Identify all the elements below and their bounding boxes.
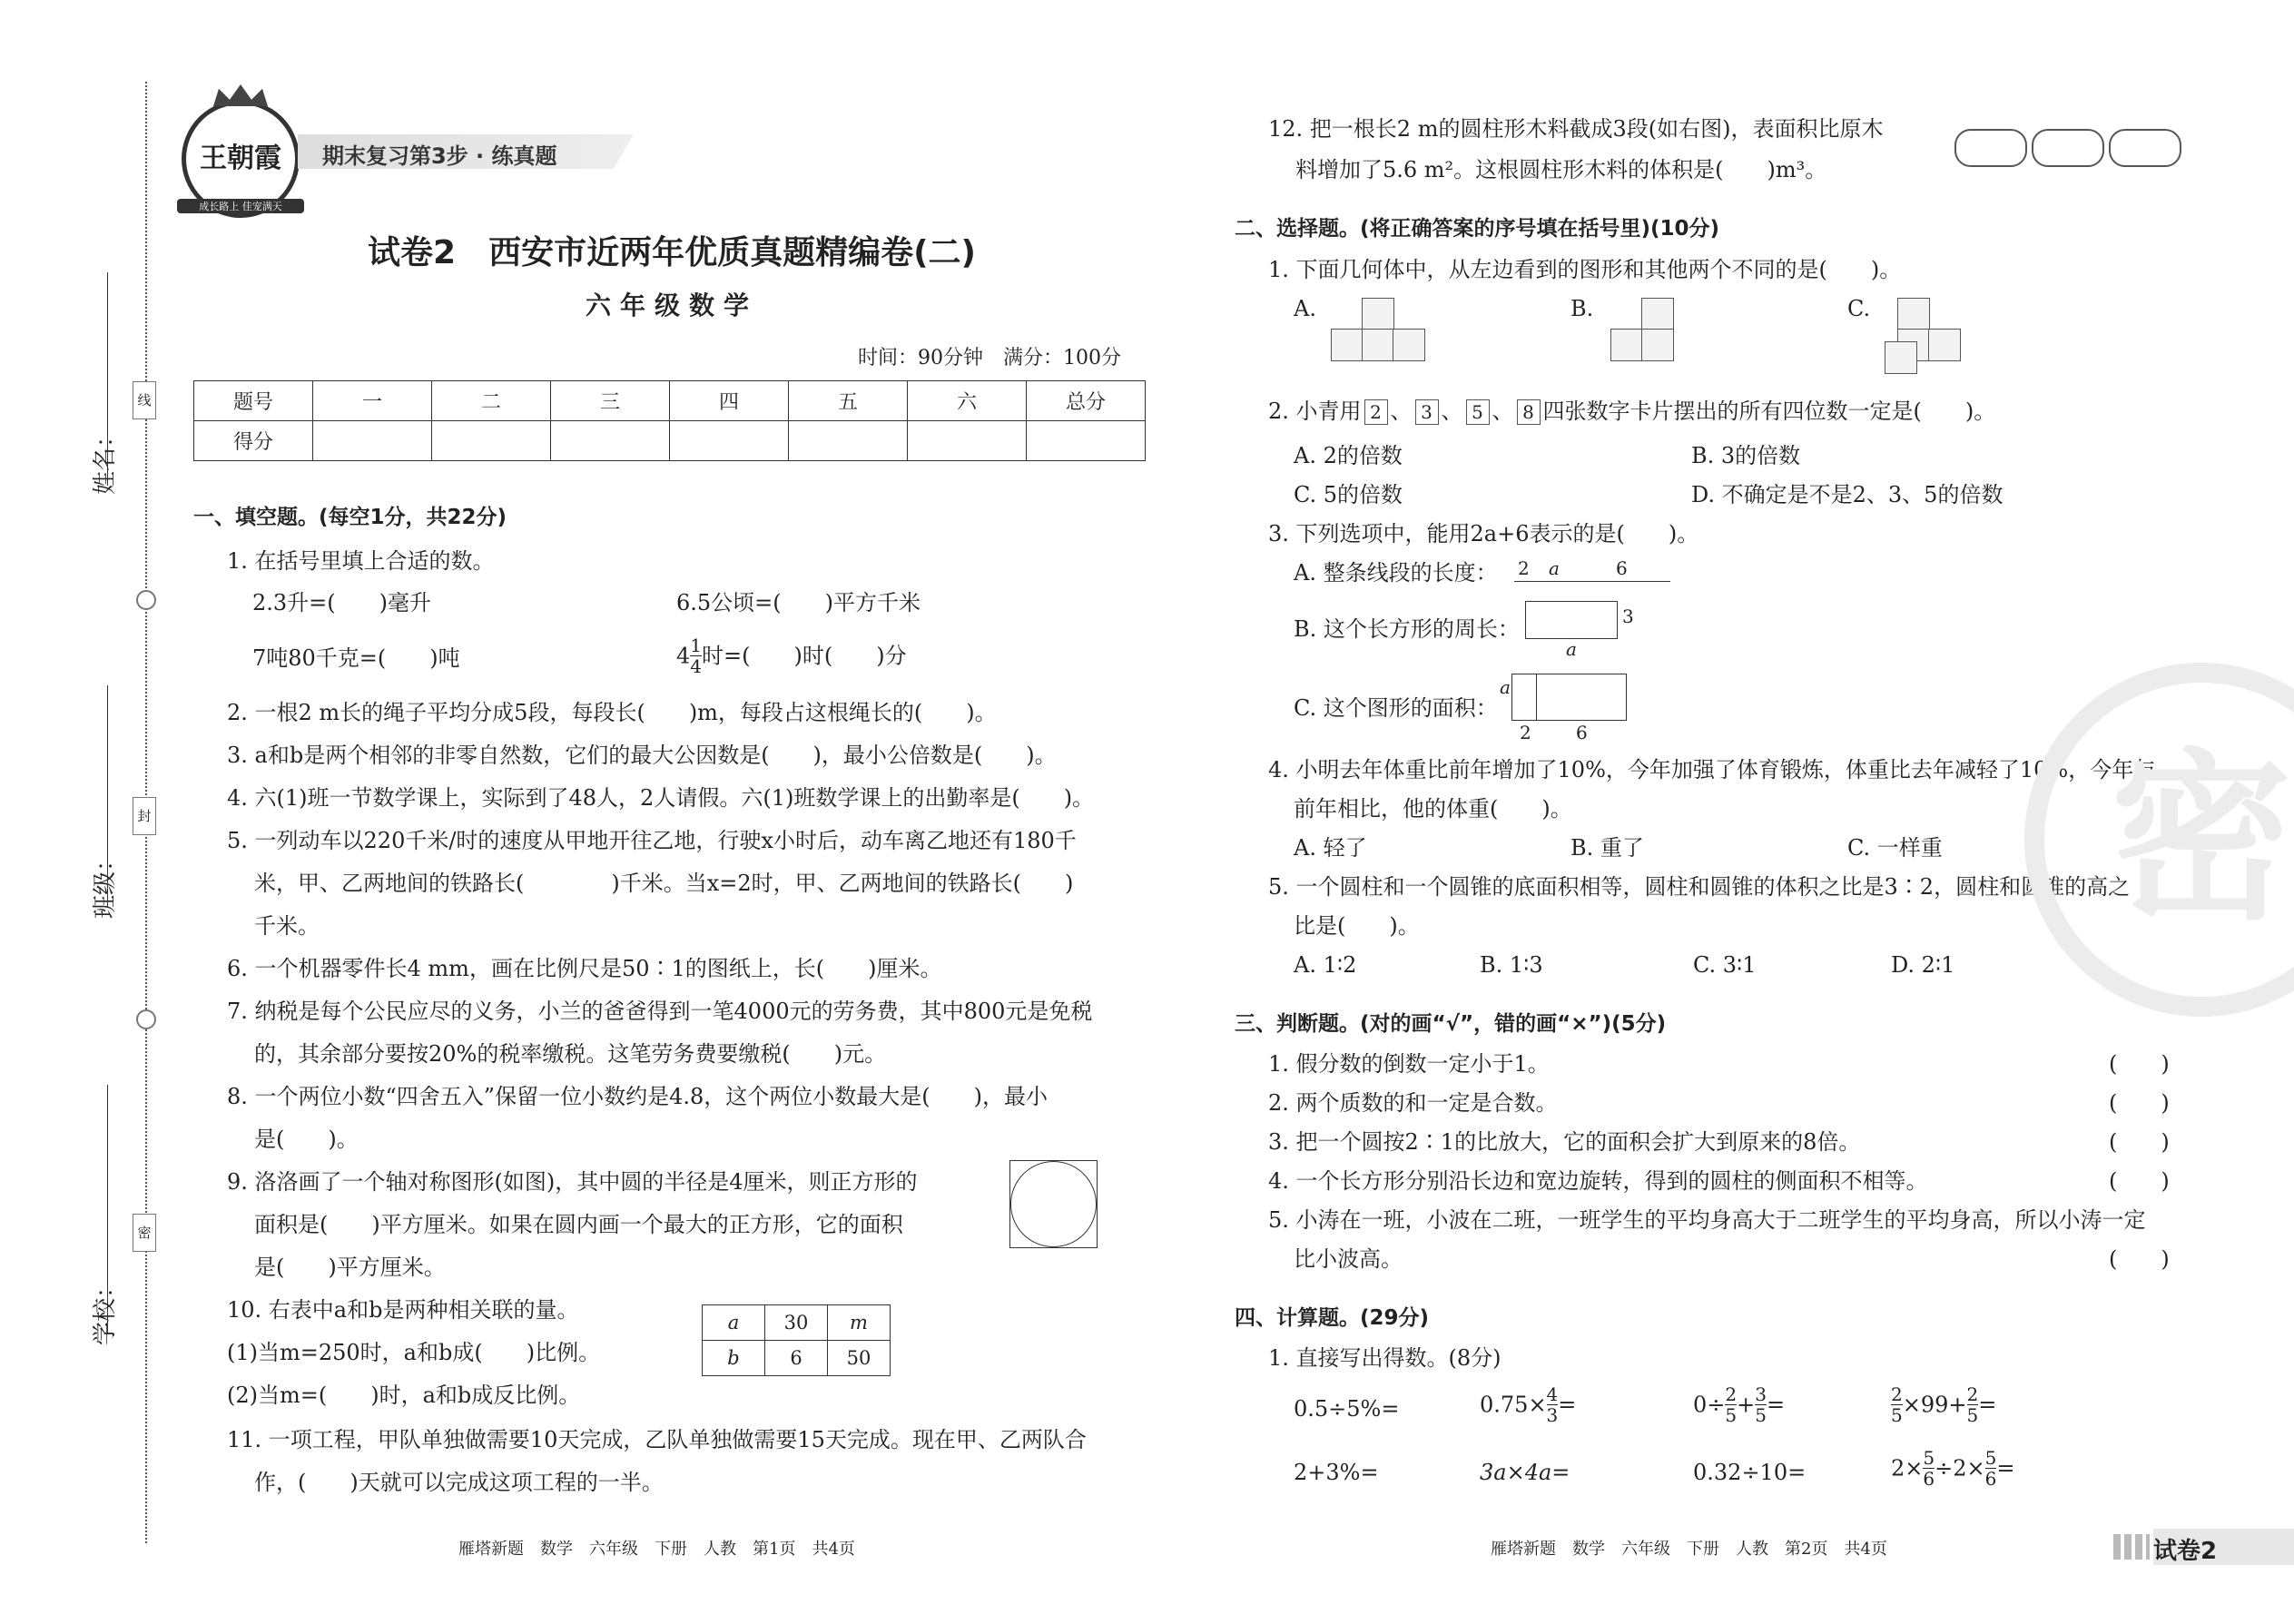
- fraction-numerator: 2: [1725, 1383, 1738, 1405]
- c3a-label: a: [1549, 557, 1560, 579]
- calc-text: 0÷: [1693, 1392, 1726, 1418]
- score-input[interactable]: [670, 421, 789, 461]
- c4-line2: 前年相比，他的体重( )。: [1294, 796, 1572, 822]
- calc-text: ×99+: [1902, 1392, 1967, 1418]
- q12-line2: 料增加了5.6 m²。这根圆柱形木料的体积是( )m³。: [1295, 157, 1827, 182]
- cube-icon: [1610, 329, 1643, 361]
- c3c-label: 6: [1576, 722, 1588, 743]
- fraction-numerator: 2: [1891, 1383, 1903, 1405]
- fraction-numerator: 3: [1755, 1383, 1767, 1405]
- score-cell: 一: [313, 381, 432, 421]
- c2-option-c[interactable]: C. 5的倍数: [1294, 482, 1403, 507]
- calc-r1b: [1480, 1384, 1576, 1425]
- paper-tab-label: 试卷2: [2153, 1538, 2218, 1565]
- c3c-label: 2: [1520, 722, 1531, 743]
- score-cell: 题号: [194, 381, 313, 421]
- q2: 2. 一根2 m长的绳子平均分成5段，每段长( )m，每段占这根绳长的( )。: [227, 700, 997, 725]
- cube-icon: [1331, 329, 1364, 361]
- answer-paren[interactable]: ( ): [2109, 1051, 2170, 1077]
- q3: 3. a和b是两个相邻的非零自然数，它们的最大公因数是( )，最小公倍数是( )。: [227, 743, 1057, 768]
- answer-paren[interactable]: ( ): [2109, 1168, 2170, 1194]
- logo-subtext: 成长路上 佳宠满天: [177, 199, 304, 213]
- q1d-denominator: 4: [690, 655, 703, 677]
- fraction-denominator: 5: [1725, 1404, 1738, 1426]
- fraction-numerator: 2: [1966, 1383, 1979, 1405]
- score-cell: 二: [432, 381, 551, 421]
- c1-option-a[interactable]: A.: [1294, 296, 1316, 321]
- time-info: 时间：90分钟 满分：100分: [858, 347, 1121, 369]
- fraction-denominator: 5: [1755, 1404, 1767, 1426]
- ab-cell: 30: [765, 1305, 828, 1341]
- q8-line1: 8. 一个两位小数“四舍五入”保留一位小数约是4.8，这个两位小数最大是( )，最小: [227, 1084, 1048, 1109]
- score-cell: 三: [551, 381, 670, 421]
- calc-r2a: 2+3%=: [1294, 1460, 1379, 1485]
- calc-text: =: [1996, 1455, 2015, 1481]
- c3: 3. 下列选项中，能用2a+6表示的是( )。: [1268, 521, 1699, 546]
- score-cell: 四: [670, 381, 789, 421]
- logo-crown-icon: [213, 84, 268, 106]
- c3c-divider: [1536, 674, 1537, 720]
- section-2-heading: 二、选择题。(将正确答案的序号填在括号里)(10分): [1235, 217, 1720, 241]
- c2-text-post: 四张数字卡片摆出的所有四位数一定是( )。: [1542, 399, 1996, 424]
- q10-part2: (2)当m=( )时，a和b成反比例。: [227, 1383, 581, 1408]
- c3a-label: 2: [1518, 557, 1530, 579]
- ab-cell: a: [703, 1305, 765, 1341]
- section-4-heading: 四、计算题。(29分): [1235, 1306, 1430, 1330]
- calc-text: =: [1766, 1392, 1786, 1418]
- fraction-denominator: 6: [1923, 1468, 1935, 1490]
- c5-option-b[interactable]: B. 1∶3: [1480, 952, 1543, 978]
- calc-r1d: [1891, 1384, 1996, 1425]
- c2-option-b[interactable]: B. 3的倍数: [1691, 443, 1801, 468]
- q1b: 6.5公顷=( )平方千米: [676, 590, 921, 615]
- logo-text: 王朝霞: [200, 143, 281, 174]
- calc-text: ÷2×: [1935, 1455, 1985, 1481]
- ab-table: [702, 1304, 891, 1376]
- score-input[interactable]: [551, 421, 670, 461]
- j4: 4. 一个长方形分别沿长边和宽边旋转，得到的圆柱的侧面积不相等。: [1268, 1168, 1928, 1194]
- logo: [182, 100, 300, 218]
- page-title: 试卷2 西安市近两年优质真题精编卷(二): [368, 234, 976, 271]
- fraction-denominator: 6: [1984, 1468, 1997, 1490]
- c5-line1: 5. 一个圆柱和一个圆锥的底面积相等，圆柱和圆锥的体积之比是3∶2，圆柱和圆锥的高之: [1268, 874, 2131, 900]
- cube-icon: [1928, 329, 1961, 361]
- score-input[interactable]: [313, 421, 432, 461]
- j5-line2: 比小波高。: [1294, 1246, 1403, 1272]
- calc-text: 2×: [1891, 1455, 1924, 1481]
- c1-option-c[interactable]: C.: [1847, 296, 1871, 321]
- j5-line1: 5. 小涛在一班，小波在二班，一班学生的平均身高大于二班学生的平均身高，所以小涛一定: [1268, 1207, 2146, 1233]
- score-input[interactable]: [789, 421, 908, 461]
- j2: 2. 两个质数的和一定是合数。: [1268, 1090, 1558, 1116]
- school-field[interactable]: [107, 1085, 108, 1334]
- c2-text-pre: 2. 小青用: [1268, 399, 1362, 424]
- school-label: 学校：: [92, 1274, 119, 1345]
- cylinder-piece: [1954, 129, 2027, 167]
- binding-mark-1: 线: [133, 381, 156, 419]
- paper-tab: [2153, 1529, 2294, 1565]
- calc-r1a: 0.5÷5%=: [1294, 1396, 1400, 1422]
- cube-icon: [1641, 329, 1674, 361]
- c5-option-a[interactable]: A. 1∶2: [1294, 952, 1357, 978]
- number-card: 8: [1517, 399, 1541, 425]
- number-card: 3: [1415, 399, 1439, 425]
- score-value-row: [194, 421, 1146, 461]
- score-cell: 总分: [1027, 381, 1146, 421]
- tab-decoration: [2113, 1534, 2150, 1560]
- score-input[interactable]: [908, 421, 1027, 461]
- calc-r2d: [1891, 1448, 2014, 1489]
- c4-option-c[interactable]: C. 一样重: [1847, 835, 1943, 861]
- number-card: 2: [1364, 399, 1388, 425]
- q9-line2: 面积是( )平方厘米。如果在圆内画一个最大的正方形，它的面积: [254, 1212, 903, 1237]
- c2-option-a[interactable]: A. 2的倍数: [1294, 443, 1403, 468]
- calc-r2b: 3a×4a=: [1480, 1460, 1570, 1485]
- q9-line3: 是( )平方厘米。: [254, 1255, 446, 1280]
- cube-icon: [1362, 298, 1394, 330]
- footer-right: 雁塔新题 数学 六年级 下册 人教 第2页 共4页: [1491, 1540, 1887, 1559]
- c3-option-b[interactable]: B. 这个长方形的周长：: [1294, 616, 1520, 642]
- fraction-numerator: 4: [1546, 1383, 1559, 1405]
- q1d-text: 时=( )时( )分: [702, 643, 907, 669]
- q11-line2: 作，( )天就可以完成这项工程的一半。: [254, 1470, 664, 1495]
- fraction-denominator: 3: [1546, 1404, 1559, 1426]
- calc-text: +: [1737, 1392, 1756, 1418]
- q12-line1: 12. 把一根长2 m的圆柱形木料截成3段(如右图)，表面积比原木: [1268, 116, 1884, 142]
- answer-paren[interactable]: ( ): [2109, 1090, 2170, 1116]
- ab-row-a: [703, 1305, 891, 1341]
- q9-line1: 9. 洛洛画了一个轴对称图形(如图)，其中圆的半径是4厘米，则正方形的: [227, 1169, 918, 1195]
- watermark-seal: [2024, 663, 2294, 1017]
- q1d-whole: 4: [676, 643, 691, 669]
- fraction-numerator: 5: [1984, 1447, 1997, 1469]
- calc-text: =: [1558, 1392, 1577, 1418]
- section-1-heading: 一、填空题。(每空1分，共22分): [193, 506, 507, 529]
- c1: 1. 下面几何体中，从左边看到的图形和其他两个不同的是( )。: [1268, 257, 1902, 282]
- answer-paren[interactable]: ( ): [2109, 1129, 2170, 1155]
- binding-hole-2: [136, 1009, 156, 1029]
- c5-line2: 比是( )。: [1294, 913, 1420, 939]
- score-label-cell: 得分: [194, 421, 313, 461]
- c2-option-d[interactable]: D. 不确定是不是2、3、5的倍数: [1691, 482, 2004, 507]
- score-table: [193, 380, 1146, 461]
- step-banner-text: 期末复习第3步 · 练真题: [322, 143, 557, 169]
- cube-icon: [1393, 329, 1425, 361]
- cube-icon: [1885, 341, 1917, 374]
- q1d-numerator: 1: [690, 635, 703, 656]
- c1-option-b[interactable]: B.: [1570, 296, 1594, 321]
- j3: 3. 把一个圆按2∶1的比放大，它的面积会扩大到原来的8倍。: [1268, 1129, 1861, 1155]
- number-card: 5: [1466, 399, 1490, 425]
- calc-r2c: 0.32÷10=: [1693, 1460, 1807, 1485]
- cylinder-piece: [2032, 129, 2104, 167]
- fraction-denominator: 5: [1891, 1404, 1903, 1426]
- page-subtitle: 六年级数学: [585, 290, 758, 320]
- q8-line2: 是( )。: [254, 1127, 359, 1152]
- cylinder-piece: [2109, 129, 2181, 167]
- q5-line2: 米，甲、乙两地间的铁路长( )千米。当x=2时，甲、乙两地间的铁路长( ): [254, 871, 1074, 896]
- score-input[interactable]: [1027, 421, 1146, 461]
- q11-line1: 11. 一项工程，甲队单独做需要10天完成，乙队单独做需要15天完成。现在甲、乙两队合: [227, 1427, 1087, 1452]
- score-cell: 五: [789, 381, 908, 421]
- fraction-denominator: 5: [1966, 1404, 1979, 1426]
- c3b-rectangle: [1525, 601, 1634, 660]
- ab-cell: 6: [765, 1341, 828, 1376]
- section-3-heading: 三、判断题。(对的画“√”，错的画“×”)(5分): [1235, 1012, 1667, 1036]
- score-cell: 六: [908, 381, 1027, 421]
- c5-option-c[interactable]: C. 3∶1: [1693, 952, 1757, 978]
- q10: 10. 右表中a和b是两种相关联的量。: [227, 1297, 579, 1323]
- c3a-segment: [1514, 557, 1670, 582]
- c3-option-c[interactable]: C. 这个图形的面积：: [1294, 695, 1498, 721]
- c3a-label: 6: [1616, 557, 1628, 579]
- q7-line2: 的，其余部分要按20%的税率缴税。这笔劳务费要缴税( )元。: [254, 1041, 887, 1067]
- c5-option-d[interactable]: D. 2∶1: [1891, 952, 1955, 978]
- class-field[interactable]: [107, 685, 108, 908]
- q9-circle: [1010, 1161, 1097, 1247]
- calc-text: 0.75×: [1480, 1392, 1547, 1418]
- cube-icon: [1641, 298, 1674, 330]
- q1d: [676, 635, 907, 676]
- ab-cell: b: [703, 1341, 765, 1376]
- q1a: 2.3升=( )毫升: [252, 590, 432, 615]
- q1c: 7吨80千克=( )吨: [252, 645, 460, 671]
- j1: 1. 假分数的倒数一定小于1。: [1268, 1051, 1550, 1077]
- c3c-label: a: [1500, 676, 1511, 698]
- c3-option-a[interactable]: A. 整条线段的长度：: [1294, 560, 1498, 586]
- q7-line1: 7. 纳税是每个公民应尽的义务，小兰的爸爸得到一笔4000元的劳务费，其中800元是免税: [227, 999, 1093, 1024]
- k1: 1. 直接写出得数。(8分): [1268, 1345, 1501, 1371]
- score-input[interactable]: [432, 421, 551, 461]
- c4-line1: 4. 小明去年体重比前年增加了10%，今年加强了体育锻炼，体重比去年减轻了10%，今年与: [1268, 757, 2156, 782]
- binding-hole-1: [136, 590, 156, 610]
- q6: 6. 一个机器零件长4 mm，画在比例尺是50∶1的图纸上，长( )厘米。: [227, 956, 942, 981]
- c2: 2. 小青用 2 、 3 、 5 、 8 四张数字卡片摆出的所有四位数一定是( )。: [1268, 399, 1996, 424]
- c3b-label: 3: [1622, 605, 1634, 627]
- answer-paren[interactable]: ( ): [2109, 1246, 2170, 1272]
- score-header-row: [194, 381, 1146, 421]
- cube-icon: [1897, 298, 1930, 330]
- fraction-numerator: 5: [1923, 1447, 1935, 1469]
- ab-cell: 50: [828, 1341, 891, 1376]
- c3c-shape: [1500, 674, 1627, 743]
- q10-part1: (1)当m=250时，a和b成( )比例。: [227, 1340, 601, 1365]
- ab-row-b: [703, 1341, 891, 1376]
- q5-line3: 千米。: [254, 913, 320, 939]
- class-label: 班级：: [92, 847, 119, 919]
- cube-icon: [1362, 329, 1394, 361]
- c3b-label: a: [1566, 638, 1577, 660]
- q4: 4. 六(1)班一节数学课上，实际到了48人，2人请假。六(1)班数学课上的出勤率是( )。: [227, 785, 1095, 811]
- q5-line1: 5. 一列动车以220千米/时的速度从甲地开往乙地，行驶x小时后，动车离乙地还有180千: [227, 828, 1077, 853]
- binding-mark-3: 密: [133, 1214, 156, 1252]
- calc-r1c: [1693, 1384, 1785, 1425]
- calc-text: =: [1978, 1392, 1997, 1418]
- q1: 1. 在括号里填上合适的数。: [227, 548, 495, 574]
- name-label: 姓名：: [92, 423, 119, 495]
- footer-left: 雁塔新题 数学 六年级 下册 人教 第1页 共4页: [458, 1540, 855, 1559]
- c4-option-b[interactable]: B. 重了: [1570, 835, 1644, 861]
- q9-square-figure: [1009, 1160, 1098, 1248]
- binding-mark-2: 封: [133, 797, 156, 835]
- watermark-text: 密: [2110, 733, 2292, 945]
- c4-option-a[interactable]: A. 轻了: [1294, 835, 1367, 861]
- ab-cell: m: [828, 1305, 891, 1341]
